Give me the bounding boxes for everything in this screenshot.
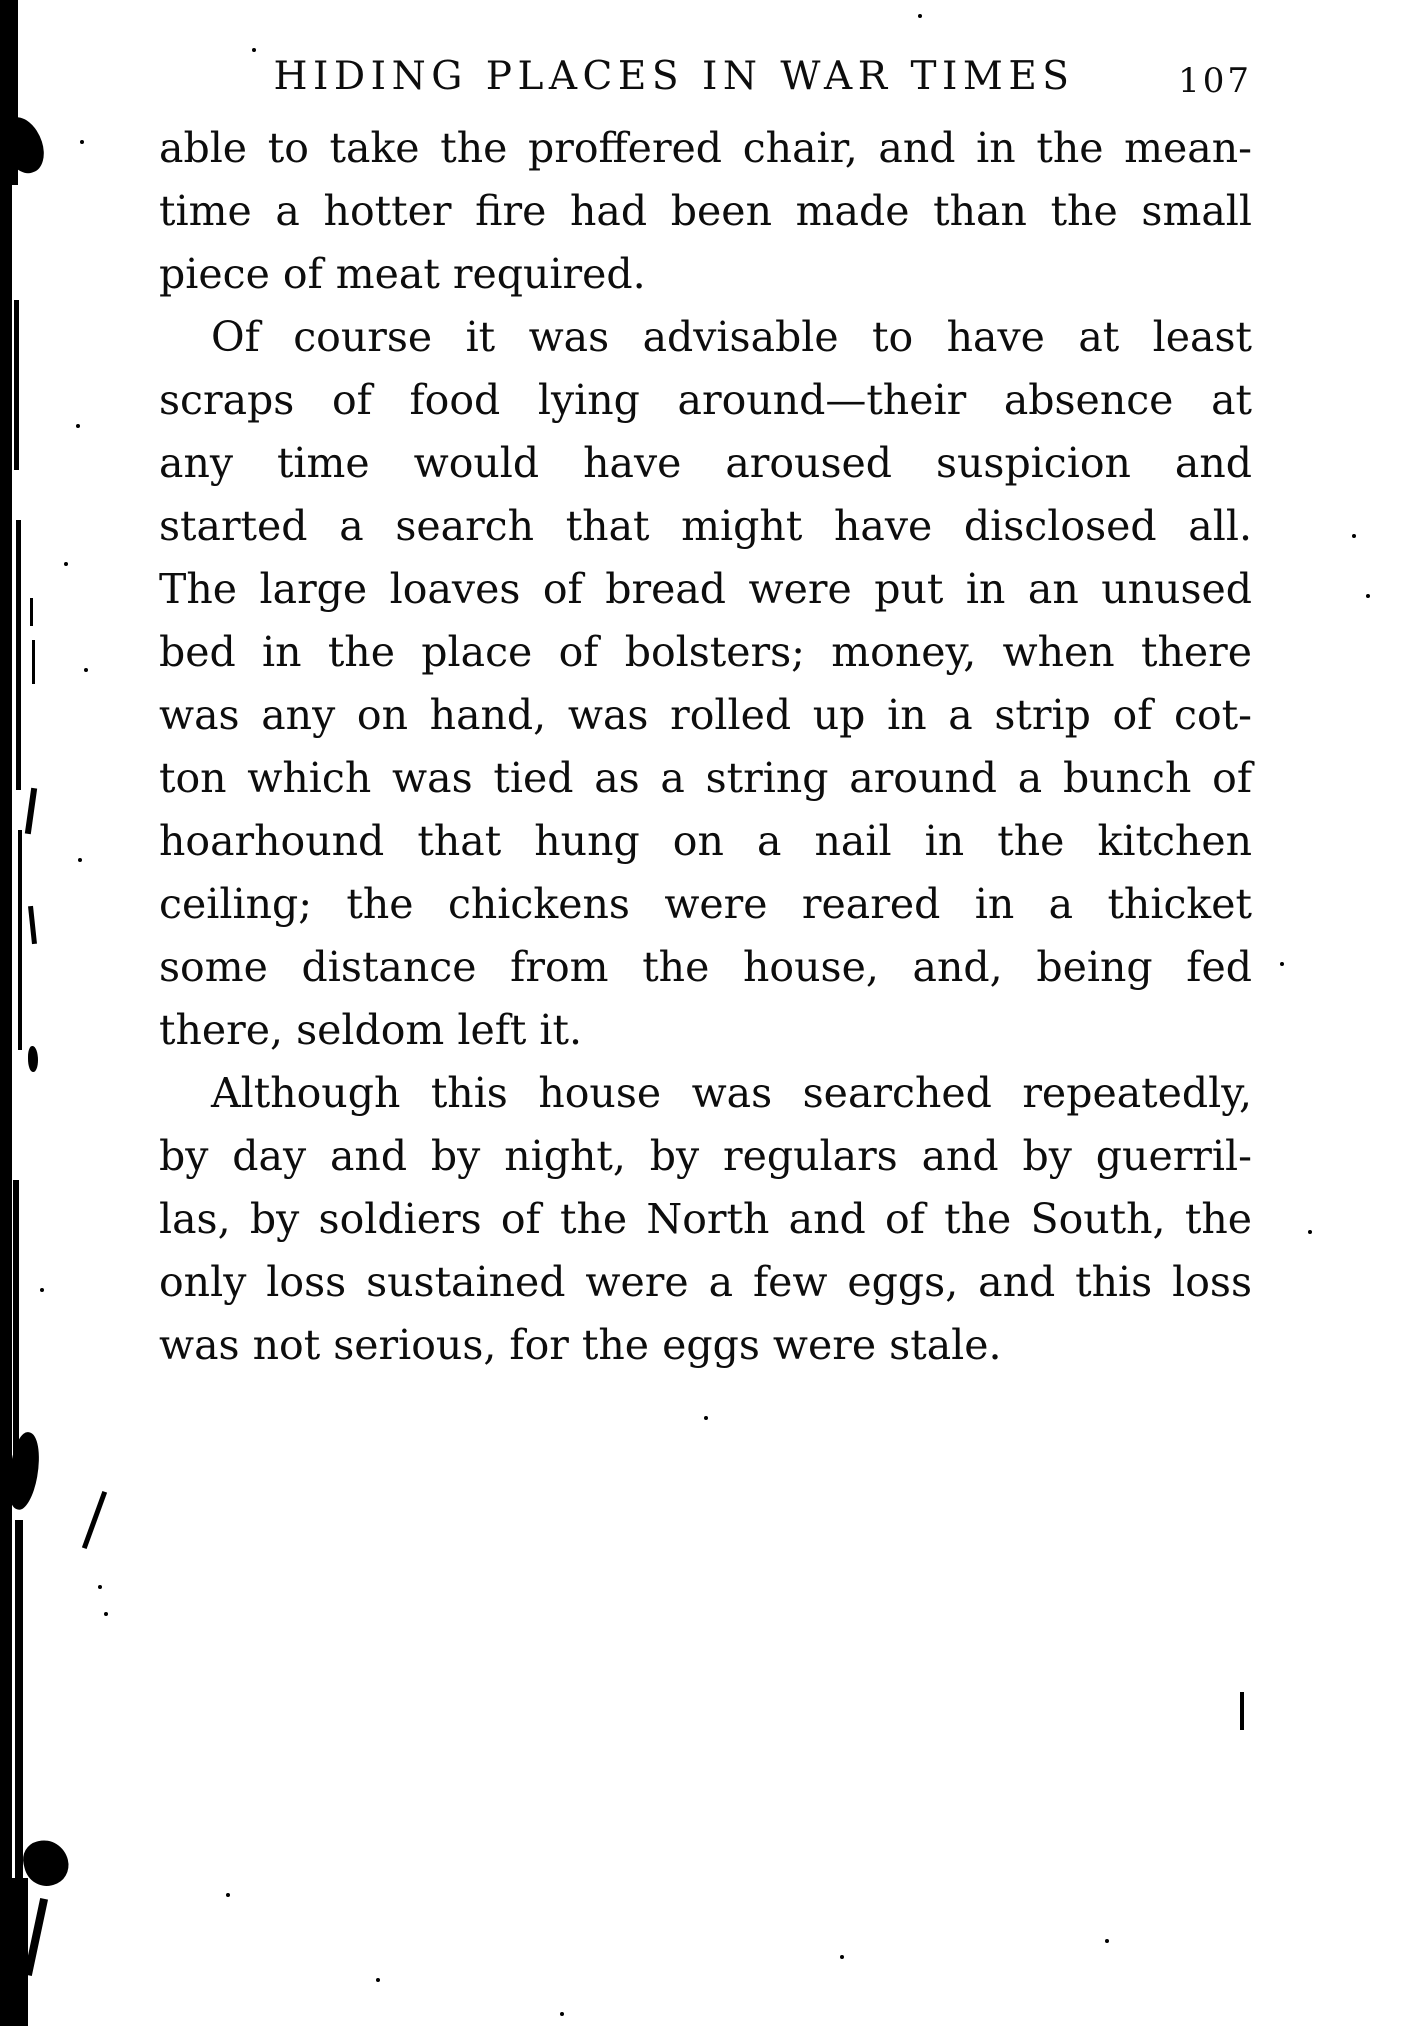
- binding-streak-artifact: [16, 520, 21, 790]
- scan-speck: [76, 424, 80, 428]
- scan-speck: [252, 48, 256, 52]
- binding-bar-artifact: [8, 1878, 28, 2026]
- text-line: bed in the place of bolsters; money, when there: [159, 628, 1252, 676]
- text-line: Of course it was advisable to have at least: [211, 313, 1252, 361]
- text-line: ceiling; the chickens were reared in a thicket: [159, 880, 1252, 928]
- body-text: [159, 117, 1252, 1377]
- text-line: able to take the proffered chair, and in the mean-: [159, 124, 1252, 172]
- text-line: ton which was tied as a string around a bunch of: [159, 754, 1252, 802]
- scan-speck: [1105, 1939, 1109, 1943]
- stray-tick-artifact: [1240, 1692, 1244, 1730]
- text-line: The large loaves of bread were put in an unused: [159, 565, 1252, 613]
- scan-speck: [84, 668, 88, 672]
- text-line: was not serious, for the eggs were stale.: [159, 1321, 1002, 1369]
- text-line: started a search that might have disclosed all.: [159, 502, 1252, 550]
- text-line: piece of meat required.: [159, 250, 646, 298]
- text-line: time a hotter fire had been made than the small: [159, 187, 1252, 235]
- scan-speck: [560, 2012, 564, 2016]
- paragraph: [159, 306, 1252, 1062]
- binding-bar-artifact: [0, 0, 12, 2026]
- scan-speck: [78, 858, 82, 862]
- margin-mark-artifact: [25, 788, 37, 834]
- scan-speck: [1308, 1230, 1312, 1234]
- scan-speck: [918, 14, 922, 18]
- text-line: by day and by night, by regulars and by guerril-: [159, 1132, 1252, 1180]
- paragraph: [159, 117, 1252, 306]
- binding-streak-artifact: [18, 830, 22, 1050]
- text-line: there, seldom left it.: [159, 1006, 583, 1054]
- text-line: was any on hand, was rolled up in a strip of cot-: [159, 691, 1252, 739]
- running-header: [160, 54, 1252, 108]
- margin-mark-artifact: [82, 1491, 107, 1549]
- text-line: Although this house was searched repeatedly,: [211, 1069, 1252, 1117]
- scan-speck: [704, 1416, 708, 1420]
- page-title: HIDING PLACES IN WAR TIMES: [273, 54, 1075, 99]
- text-line: las, by soldiers of the North and of the South, the: [159, 1195, 1252, 1243]
- binding-streak-artifact: [14, 300, 19, 470]
- margin-mark-artifact: [28, 1046, 38, 1072]
- text-line: some distance from the house, and, being fed: [159, 943, 1252, 991]
- scan-speck: [98, 1585, 102, 1589]
- margin-mark-artifact: [28, 906, 37, 944]
- paragraph: [159, 1062, 1252, 1377]
- scan-speck: [40, 1288, 44, 1292]
- text-line: only loss sustained were a few eggs, and this loss: [159, 1258, 1252, 1306]
- scan-speck: [376, 1978, 380, 1982]
- text-line: any time would have aroused suspicion and: [159, 439, 1252, 487]
- scan-speck: [840, 1955, 844, 1959]
- scan-speck: [104, 1612, 108, 1616]
- text-line: scraps of food lying around—their absence at: [159, 376, 1252, 424]
- scan-speck: [64, 562, 68, 566]
- text-line: hoarhound that hung on a nail in the kitchen: [159, 817, 1252, 865]
- margin-mark-artifact: [30, 598, 33, 626]
- scan-speck: [80, 140, 84, 144]
- scan-speck: [1366, 594, 1370, 598]
- page-number: 107: [1178, 61, 1252, 101]
- margin-mark-artifact: [32, 640, 35, 684]
- binding-streak-artifact: [13, 1180, 19, 1480]
- scan-speck: [1352, 534, 1356, 538]
- scan-speck: [226, 1893, 230, 1897]
- scan-speck: [1280, 962, 1284, 966]
